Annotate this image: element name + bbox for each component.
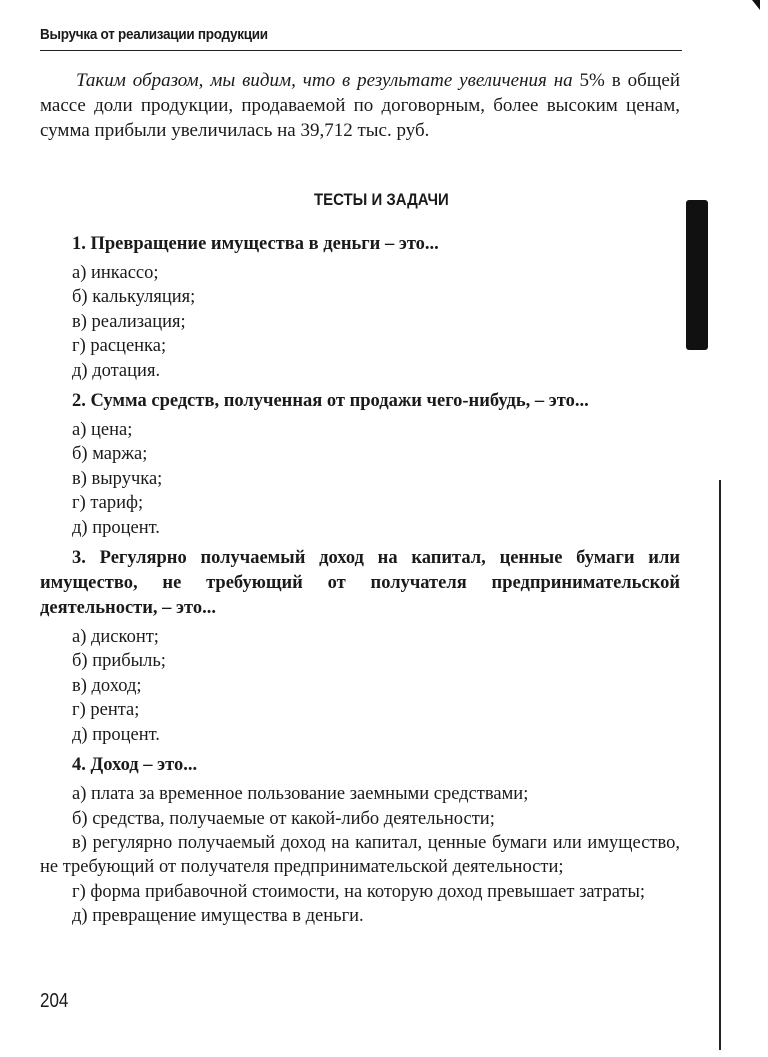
- section-title: ТЕСТЫ И ЗАДАЧИ: [313, 190, 449, 209]
- intro-paragraph: [40, 68, 680, 143]
- running-head: Выручка от реализации продукции: [40, 26, 268, 43]
- option-g: г) тариф;: [72, 493, 144, 514]
- question-4: 4. Доход – это...: [72, 755, 198, 776]
- option-v: в) реализация;: [72, 311, 186, 332]
- page-edge-line: [719, 480, 721, 1050]
- option-v: в) доход;: [72, 675, 142, 696]
- option-a: а) плата за временное пользование заемными средствами;: [72, 784, 529, 805]
- option-g: г) форма прибавочной стоимости, на которую доход превышает затраты;: [72, 881, 646, 902]
- option-b: б) калькуляция;: [72, 287, 196, 308]
- option-d: д) процент.: [72, 724, 160, 745]
- question-1: 1. Превращение имущества в деньги – это...: [72, 234, 439, 254]
- option-a: а) дисконт;: [72, 627, 159, 648]
- corner-mark: [752, 0, 760, 10]
- header-rule: [40, 50, 682, 51]
- page-number: 204: [40, 990, 69, 1012]
- option-b: б) средства, получаемые от какой-либо деятельности;: [72, 808, 495, 829]
- question-3: 3. Регулярно получаемый доход на капитал, ценные бумаги или имущество, не требующий от получателя предпринимательской деятельности, – это...: [40, 548, 680, 619]
- question-1-options: [40, 261, 680, 383]
- option-d: д) дотация.: [72, 360, 161, 381]
- option-b: б) прибыль;: [72, 651, 166, 672]
- option-v: в) выручка;: [72, 468, 163, 489]
- intro-line-1: Таким образом, мы видим, что в результате увеличения на: [76, 70, 573, 91]
- question-4-options: [40, 782, 680, 928]
- option-a: а) цена;: [72, 420, 133, 441]
- option-d: д) превращение имущества в деньги.: [72, 906, 364, 927]
- option-g: г) расценка;: [72, 336, 167, 357]
- page-edge-shadow: [686, 200, 708, 350]
- option-a: а) инкассо;: [72, 263, 159, 283]
- tests-section: [40, 232, 680, 935]
- option-b: б) маржа;: [72, 444, 148, 465]
- option-g: г) рента;: [72, 700, 140, 721]
- option-v: в) регулярно получаемый доход на капитал, ценные бумаги или имущество, не требующий от получателя предпринимательской деятельности;: [40, 832, 680, 878]
- intro-line-2: 5% в общей массе доли продукции, продаваемой по договорным, более высоким ценам, сумма прибыли увеличилась на 39,712 тыс. руб.: [40, 70, 680, 141]
- option-d: д) процент.: [72, 517, 160, 538]
- question-2: 2. Сумма средств, полученная от продажи чего-нибудь, – это...: [72, 391, 589, 412]
- question-2-options: [40, 418, 680, 540]
- question-3-options: [40, 625, 680, 747]
